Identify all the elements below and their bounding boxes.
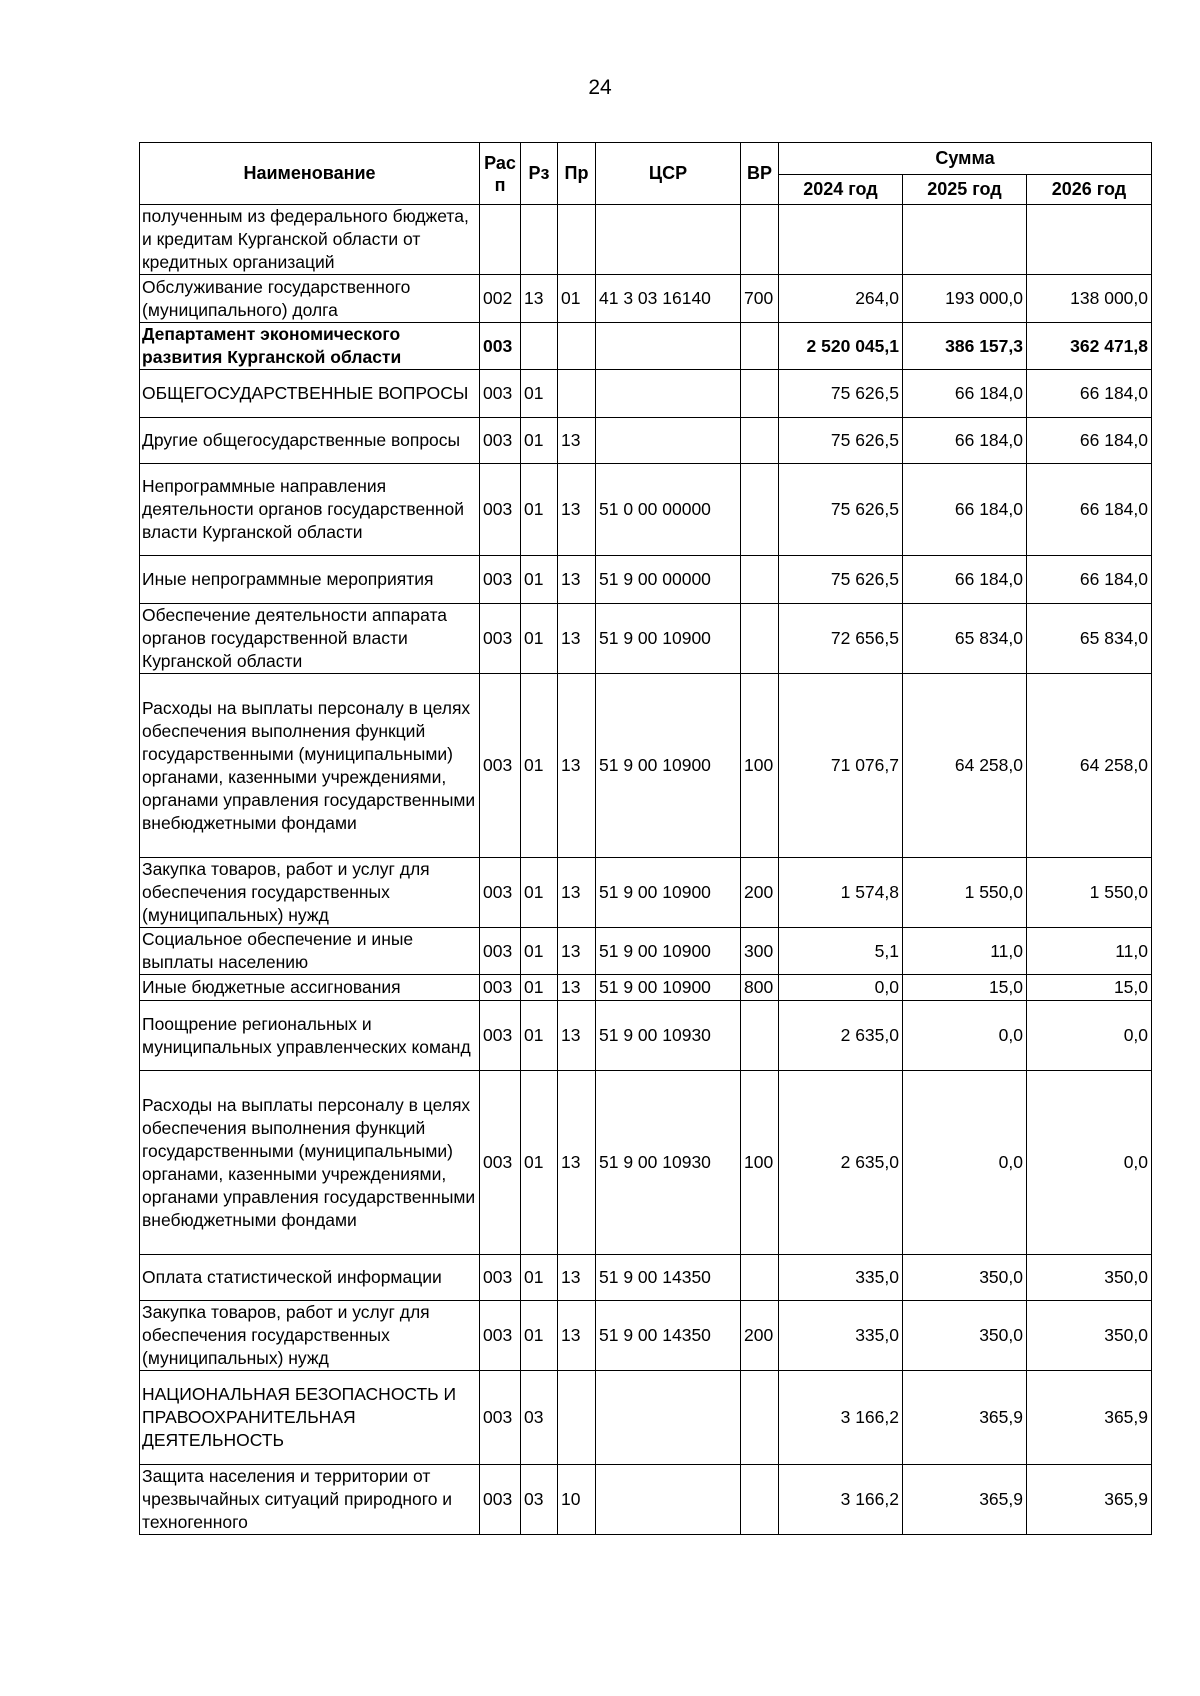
row-vr — [741, 205, 779, 275]
header-vr: ВР — [741, 143, 779, 205]
row-name: Иные бюджетные ассигнования — [140, 975, 480, 1001]
row-amount-2026: 0,0 — [1027, 1001, 1152, 1071]
row-rasp: 003 — [480, 418, 521, 464]
header-year-2026: 2026 год — [1027, 175, 1152, 205]
header-year-2025: 2025 год — [903, 175, 1027, 205]
row-name: Обслуживание государственного (муниципального) долга — [140, 275, 480, 323]
row-amount-2024: 0,0 — [779, 975, 903, 1001]
row-amount-2026: 66 184,0 — [1027, 418, 1152, 464]
row-vr — [741, 1255, 779, 1301]
row-amount-2025: 350,0 — [903, 1255, 1027, 1301]
row-pr: 13 — [558, 858, 596, 928]
table-row — [140, 556, 1152, 604]
row-rz: 01 — [521, 464, 558, 556]
table-row — [140, 323, 1152, 370]
row-rasp: 002 — [480, 275, 521, 323]
row-amount-2026: 15,0 — [1027, 975, 1152, 1001]
row-amount-2025: 66 184,0 — [903, 370, 1027, 418]
row-amount-2024: 3 166,2 — [779, 1371, 903, 1465]
row-csr: 51 9 00 10900 — [596, 928, 741, 975]
row-amount-2026: 365,9 — [1027, 1465, 1152, 1535]
row-pr: 13 — [558, 1301, 596, 1371]
row-vr — [741, 370, 779, 418]
row-name: Обеспечение деятельности аппарата органов государственной власти Курганской области — [140, 604, 480, 674]
row-pr: 13 — [558, 556, 596, 604]
row-rz: 03 — [521, 1371, 558, 1465]
header-pr: Пр — [558, 143, 596, 205]
row-amount-2024: 264,0 — [779, 275, 903, 323]
row-amount-2025: 15,0 — [903, 975, 1027, 1001]
header-rasp: Рас п — [480, 143, 521, 205]
header-sum: Сумма — [779, 143, 1152, 175]
row-rasp: 003 — [480, 1301, 521, 1371]
row-csr: 51 9 00 00000 — [596, 556, 741, 604]
row-pr: 13 — [558, 604, 596, 674]
row-amount-2026: 350,0 — [1027, 1255, 1152, 1301]
row-amount-2025: 193 000,0 — [903, 275, 1027, 323]
table-row — [140, 1001, 1152, 1071]
row-vr — [741, 556, 779, 604]
row-name: НАЦИОНАЛЬНАЯ БЕЗОПАСНОСТЬ И ПРАВООХРАНИТЕЛЬНАЯ ДЕЯТЕЛЬНОСТЬ — [140, 1371, 480, 1465]
row-name: Закупка товаров, работ и услуг для обеспечения государственных (муниципальных) нужд — [140, 1301, 480, 1371]
header-year-2024: 2024 год — [779, 175, 903, 205]
budget-table — [139, 142, 1152, 1535]
row-csr: 51 9 00 10930 — [596, 1071, 741, 1255]
page-number: 24 — [588, 76, 612, 99]
row-amount-2024: 75 626,5 — [779, 370, 903, 418]
row-vr — [741, 1371, 779, 1465]
table-row — [140, 858, 1152, 928]
row-amount-2024: 2 635,0 — [779, 1071, 903, 1255]
row-amount-2024 — [779, 205, 903, 275]
row-pr — [558, 370, 596, 418]
row-amount-2026: 66 184,0 — [1027, 556, 1152, 604]
row-pr: 13 — [558, 674, 596, 858]
table-row — [140, 205, 1152, 275]
row-amount-2026: 1 550,0 — [1027, 858, 1152, 928]
row-amount-2026: 66 184,0 — [1027, 464, 1152, 556]
row-csr: 51 9 00 10930 — [596, 1001, 741, 1071]
row-vr: 200 — [741, 1301, 779, 1371]
row-amount-2024: 75 626,5 — [779, 418, 903, 464]
row-pr: 01 — [558, 275, 596, 323]
header-csr: ЦСР — [596, 143, 741, 205]
row-rasp: 003 — [480, 323, 521, 370]
row-rz — [521, 205, 558, 275]
row-rz: 01 — [521, 556, 558, 604]
row-amount-2025: 0,0 — [903, 1071, 1027, 1255]
row-amount-2025: 65 834,0 — [903, 604, 1027, 674]
row-rz: 01 — [521, 674, 558, 858]
header-name: Наименование — [140, 143, 480, 205]
row-rasp: 003 — [480, 928, 521, 975]
row-rz: 01 — [521, 1255, 558, 1301]
row-amount-2024: 3 166,2 — [779, 1465, 903, 1535]
table-body — [140, 205, 1152, 1535]
row-rasp: 003 — [480, 556, 521, 604]
row-rz: 01 — [521, 370, 558, 418]
row-amount-2025 — [903, 205, 1027, 275]
row-amount-2026: 138 000,0 — [1027, 275, 1152, 323]
row-vr — [741, 323, 779, 370]
table-row — [140, 418, 1152, 464]
row-rz: 01 — [521, 1071, 558, 1255]
row-amount-2025: 386 157,3 — [903, 323, 1027, 370]
row-amount-2024: 72 656,5 — [779, 604, 903, 674]
row-amount-2026: 11,0 — [1027, 928, 1152, 975]
row-name: Расходы на выплаты персоналу в целях обеспечения выполнения функций государственными (муниципальными) органами, казенными учреждениями, органами управления государственными внебюджетными фондами — [140, 1071, 480, 1255]
table-row — [140, 604, 1152, 674]
row-pr: 13 — [558, 1255, 596, 1301]
row-vr: 200 — [741, 858, 779, 928]
table-row — [140, 1301, 1152, 1371]
row-name: Расходы на выплаты персоналу в целях обеспечения выполнения функций государственными (муниципальными) органами, казенными учреждениями, органами управления государственными внебюджетными фондами — [140, 674, 480, 858]
table-row — [140, 370, 1152, 418]
row-amount-2026 — [1027, 205, 1152, 275]
row-csr: 51 9 00 10900 — [596, 674, 741, 858]
row-rz — [521, 323, 558, 370]
row-amount-2024: 2 520 045,1 — [779, 323, 903, 370]
row-pr: 13 — [558, 464, 596, 556]
row-pr: 13 — [558, 1071, 596, 1255]
row-csr — [596, 205, 741, 275]
row-csr — [596, 323, 741, 370]
row-amount-2026: 350,0 — [1027, 1301, 1152, 1371]
row-rz: 03 — [521, 1465, 558, 1535]
row-amount-2025: 11,0 — [903, 928, 1027, 975]
row-amount-2024: 1 574,8 — [779, 858, 903, 928]
row-amount-2026: 65 834,0 — [1027, 604, 1152, 674]
row-rasp: 003 — [480, 975, 521, 1001]
table-row — [140, 975, 1152, 1001]
row-csr — [596, 418, 741, 464]
table-row — [140, 1371, 1152, 1465]
row-amount-2024: 71 076,7 — [779, 674, 903, 858]
row-amount-2025: 1 550,0 — [903, 858, 1027, 928]
row-vr: 100 — [741, 1071, 779, 1255]
row-pr — [558, 323, 596, 370]
row-csr: 51 9 00 10900 — [596, 604, 741, 674]
row-rz: 13 — [521, 275, 558, 323]
row-rasp: 003 — [480, 370, 521, 418]
row-rz: 01 — [521, 604, 558, 674]
row-amount-2025: 64 258,0 — [903, 674, 1027, 858]
row-amount-2025: 66 184,0 — [903, 418, 1027, 464]
row-pr — [558, 205, 596, 275]
row-amount-2024: 335,0 — [779, 1255, 903, 1301]
row-amount-2024: 5,1 — [779, 928, 903, 975]
row-csr — [596, 1465, 741, 1535]
row-pr — [558, 1371, 596, 1465]
row-rasp: 003 — [480, 604, 521, 674]
row-pr: 13 — [558, 928, 596, 975]
row-csr: 51 0 00 00000 — [596, 464, 741, 556]
row-rz: 01 — [521, 418, 558, 464]
row-rz: 01 — [521, 928, 558, 975]
row-name: Защита населения и территории от чрезвычайных ситуаций природного и техногенного — [140, 1465, 480, 1535]
row-rasp: 003 — [480, 1255, 521, 1301]
row-name: Другие общегосударственные вопросы — [140, 418, 480, 464]
row-name: Закупка товаров, работ и услуг для обеспечения государственных (муниципальных) нужд — [140, 858, 480, 928]
row-amount-2026: 66 184,0 — [1027, 370, 1152, 418]
row-csr: 41 3 03 16140 — [596, 275, 741, 323]
row-name: Социальное обеспечение и иные выплаты населению — [140, 928, 480, 975]
row-vr: 700 — [741, 275, 779, 323]
row-amount-2025: 66 184,0 — [903, 464, 1027, 556]
row-rasp: 003 — [480, 1465, 521, 1535]
row-amount-2025: 350,0 — [903, 1301, 1027, 1371]
row-name: Оплата статистической информации — [140, 1255, 480, 1301]
row-csr: 51 9 00 10900 — [596, 975, 741, 1001]
row-rasp — [480, 205, 521, 275]
row-rasp: 003 — [480, 1071, 521, 1255]
table-row — [140, 464, 1152, 556]
row-amount-2026: 64 258,0 — [1027, 674, 1152, 858]
row-amount-2025: 0,0 — [903, 1001, 1027, 1071]
row-vr — [741, 1001, 779, 1071]
row-name: Департамент экономического развития Курганской области — [140, 323, 480, 370]
table-row — [140, 1071, 1152, 1255]
row-rasp: 003 — [480, 1371, 521, 1465]
row-amount-2025: 365,9 — [903, 1465, 1027, 1535]
row-rz: 01 — [521, 1001, 558, 1071]
row-pr: 13 — [558, 418, 596, 464]
row-amount-2026: 362 471,8 — [1027, 323, 1152, 370]
row-amount-2024: 2 635,0 — [779, 1001, 903, 1071]
row-name: ОБЩЕГОСУДАРСТВЕННЫЕ ВОПРОСЫ — [140, 370, 480, 418]
row-vr: 300 — [741, 928, 779, 975]
row-rasp: 003 — [480, 674, 521, 858]
row-amount-2026: 365,9 — [1027, 1371, 1152, 1465]
row-vr — [741, 464, 779, 556]
row-amount-2026: 0,0 — [1027, 1071, 1152, 1255]
table-row — [140, 674, 1152, 858]
row-name: полученным из федерального бюджета, и кредитам Курганской области от кредитных организаций — [140, 205, 480, 275]
row-name: Иные непрограммные мероприятия — [140, 556, 480, 604]
row-pr: 13 — [558, 975, 596, 1001]
row-rz: 01 — [521, 975, 558, 1001]
row-name: Непрограммные направления деятельности органов государственной власти Курганской области — [140, 464, 480, 556]
table-row — [140, 1465, 1152, 1535]
row-vr: 800 — [741, 975, 779, 1001]
row-csr — [596, 1371, 741, 1465]
table-row — [140, 1255, 1152, 1301]
row-rz: 01 — [521, 1301, 558, 1371]
row-csr: 51 9 00 14350 — [596, 1255, 741, 1301]
row-amount-2024: 75 626,5 — [779, 464, 903, 556]
row-pr: 10 — [558, 1465, 596, 1535]
row-amount-2024: 335,0 — [779, 1301, 903, 1371]
row-amount-2025: 66 184,0 — [903, 556, 1027, 604]
row-pr: 13 — [558, 1001, 596, 1071]
table-row — [140, 928, 1152, 975]
row-csr: 51 9 00 14350 — [596, 1301, 741, 1371]
row-vr — [741, 604, 779, 674]
row-amount-2025: 365,9 — [903, 1371, 1027, 1465]
row-rz: 01 — [521, 858, 558, 928]
header-rz: Рз — [521, 143, 558, 205]
row-vr — [741, 418, 779, 464]
row-rasp: 003 — [480, 858, 521, 928]
row-csr — [596, 370, 741, 418]
table-row — [140, 275, 1152, 323]
row-vr — [741, 1465, 779, 1535]
row-vr: 100 — [741, 674, 779, 858]
row-rasp: 003 — [480, 464, 521, 556]
row-rasp: 003 — [480, 1001, 521, 1071]
row-name: Поощрение региональных и муниципальных управленческих команд — [140, 1001, 480, 1071]
row-csr: 51 9 00 10900 — [596, 858, 741, 928]
row-amount-2024: 75 626,5 — [779, 556, 903, 604]
